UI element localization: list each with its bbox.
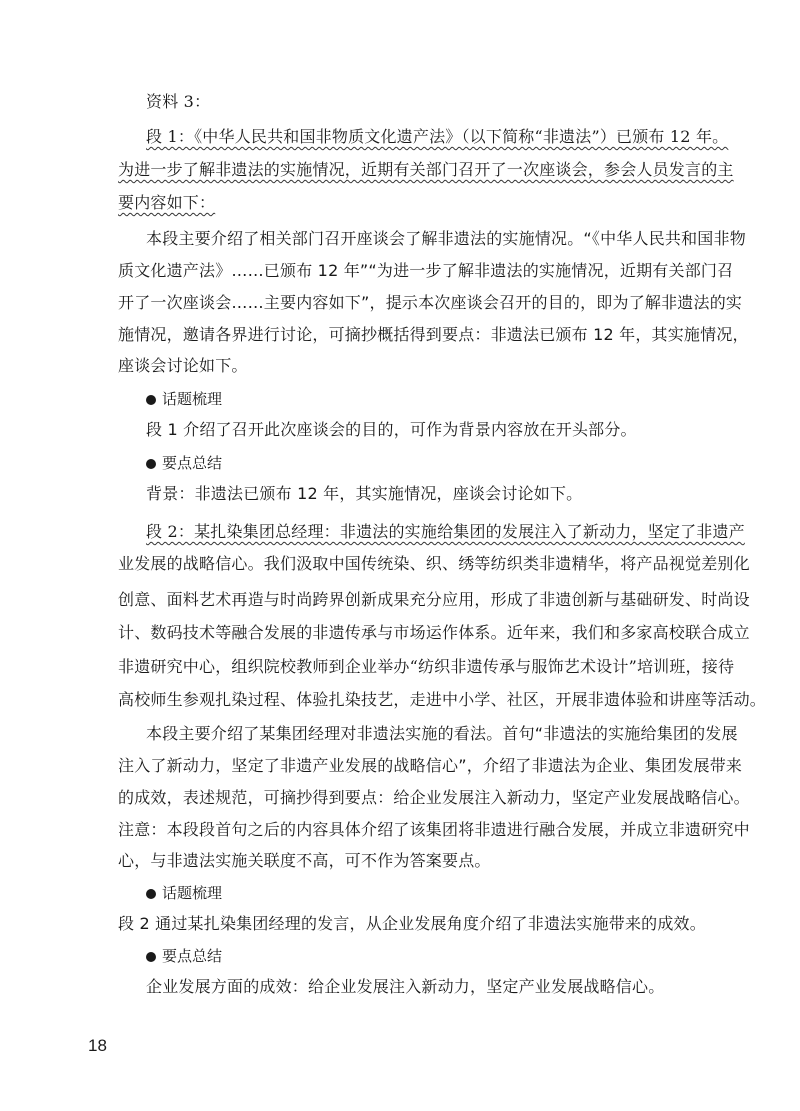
topic1-heading (146, 389, 222, 409)
summary2-heading (146, 946, 222, 966)
bullet-icon (146, 952, 156, 962)
analysis1-line-1: 本段主要介绍了相关部门召开座谈会了解非遗法的实施情况。“《中华人民共和国非物 (146, 229, 746, 248)
para2-line-3: 创意、面料艺术再造与时尚跨界创新成果充分应用，形成了非遗创新与基础研发、时尚设 (118, 590, 750, 609)
analysis1-line-3: 开了一次座谈会……主要内容如下”，提示本次座谈会召开的目的，即为了解非遗法的实 (118, 293, 743, 312)
analysis1-line-4: 施情况，邀请各界进行讨论，可摘抄概括得到要点：非遗法已颁布 12 年，其实施情况， (118, 325, 749, 344)
topic1-heading-label: 话题梳理 (162, 390, 223, 408)
para2-line-6: 高校师生参观扎染过程、体验扎染技艺，走进中小学、社区，开展非遗体验和讲座等活动。 (118, 690, 767, 709)
summary2-text: 企业发展方面的成效：给企业发展注入新动力，坚定产业发展战略信心。 (146, 977, 665, 996)
para2-line-1 (146, 522, 745, 542)
topic2-heading (146, 883, 222, 903)
para1-line-2: 为进一步了解非遗法的实施情况，近期有关部门召开了一次座谈会，参会人员发言的主 (118, 160, 734, 179)
para1-line-1: 段 1：《中华人民共和国非物质文化遗产法》（以下简称“非遗法”）已颁布 12 年。 (146, 127, 729, 146)
topic2-heading-label: 话题梳理 (162, 884, 223, 902)
para2-line-1-text: 段 2：某扎染集团总经理：非遗法的实施给集团的发展注入了新动力，坚定了非遗产 (146, 522, 745, 541)
bullet-icon (146, 889, 156, 899)
summary1-text: 背景：非遗法已颁布 12 年，其实施情况，座谈会讨论如下。 (146, 484, 583, 503)
analysis1-line-2: 质文化遗产法》……已颁布 12 年”“为进一步了解非遗法的实施情况，近期有关部门召 (118, 261, 734, 280)
analysis2-line-3: 的成效，表述规范，可摘抄得到要点：给企业发展注入新动力，坚定产业发展战略信心。 (118, 788, 750, 807)
analysis2-line-4: 注意：本段段首句之后的内容具体介绍了该集团将非遗进行融合发展，并成立非遗研究中 (118, 820, 750, 839)
bullet-icon (146, 459, 156, 469)
bullet-icon (146, 395, 156, 405)
material-heading: 资料 3： (146, 92, 211, 111)
para1-line-3: 要内容如下： (118, 193, 216, 212)
para2-line-2 (118, 554, 750, 574)
topic1-text: 段 1 介绍了召开此次座谈会的目的，可作为背景内容放在开头部分。 (146, 420, 637, 439)
topic2-text: 段 2 通过某扎染集团经理的发言，从企业发展角度介绍了非遗法实施带来的成效。 (118, 914, 706, 933)
analysis1-line-5: 座谈会讨论如下。 (118, 356, 248, 375)
para2-line-4: 计、数码技术等融合发展的非遗传承与市场运作体系。近年来，我们和多家高校联合成立 (118, 623, 750, 642)
analysis2-line-2: 注入了新动力，坚定了非遗产业发展的战略信心”，介绍了非遗法为企业、集团发展带来 (118, 756, 743, 775)
para2-line-5: 非遗研究中心，组织院校教师到企业举办“纺织非遗传承与服饰艺术设计”培训班，接待 (118, 657, 735, 676)
summary1-heading-label: 要点总结 (162, 454, 223, 472)
summary2-heading-label: 要点总结 (162, 947, 223, 965)
page-number: 18 (88, 1036, 107, 1055)
analysis2-line-1: 本段主要介绍了某集团经理对非遗法实施的看法。首句“非遗法的实施给集团的发展 (146, 724, 738, 743)
analysis2-line-5: 心，与非遗法实施关联度不高，可不作为答案要点。 (118, 851, 491, 870)
para2-line-2-text: 业发展的战略信心。我们汲取中国传统染、织、绣等纺织类非遗精华，将产品视觉差别化 (118, 554, 750, 573)
summary1-heading (146, 453, 222, 473)
